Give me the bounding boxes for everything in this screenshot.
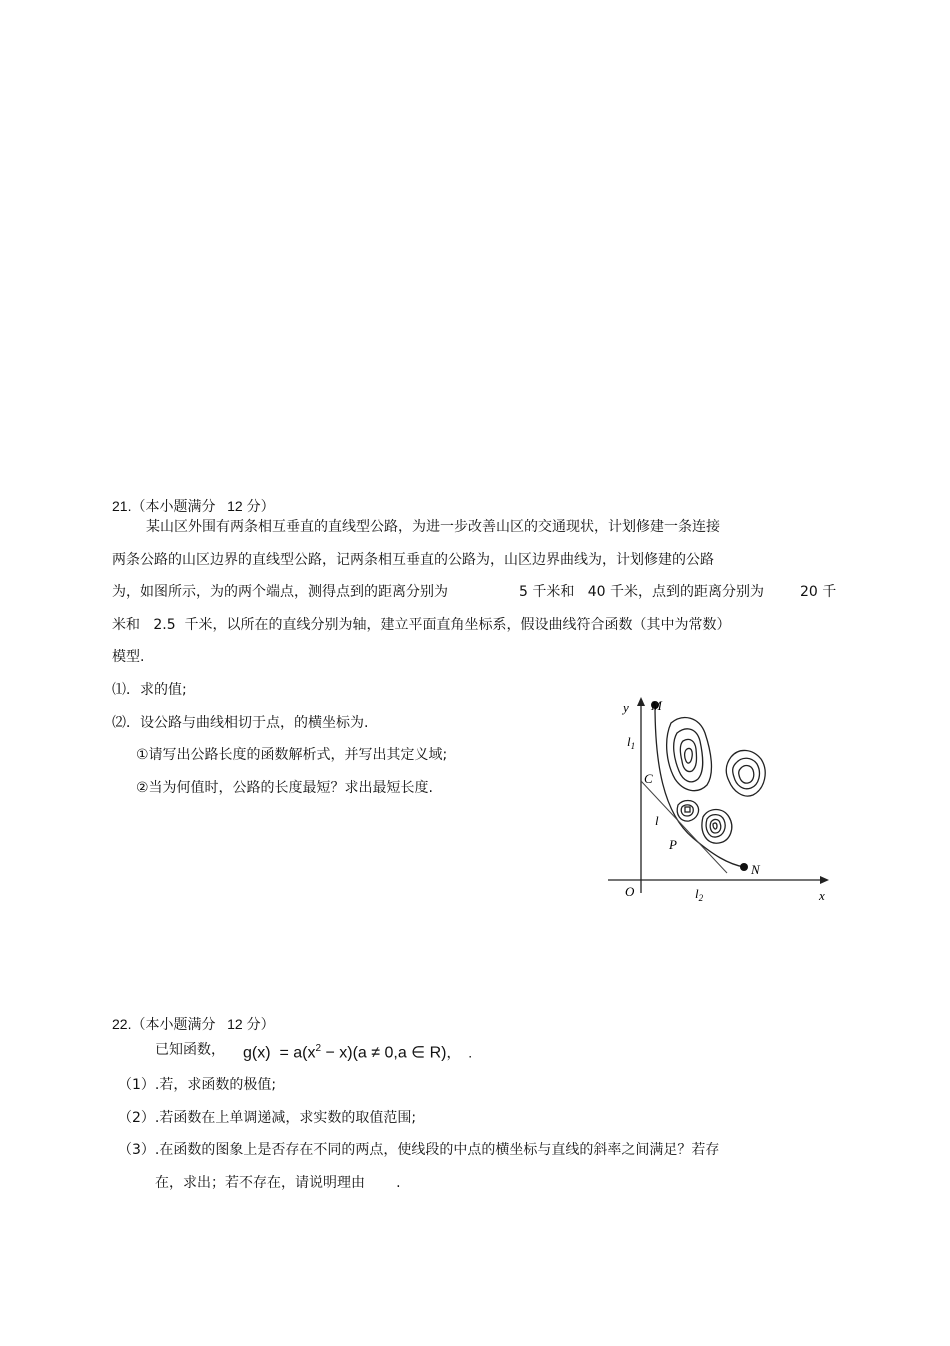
q21-line-1: 某山区外围有两条相互垂直的直线型公路，为进一步改善山区的交通现状，计划修建一条连接 <box>146 519 720 535</box>
q21-line-5: 模型. <box>112 649 145 665</box>
q22-item-3-cont: 在，求出；若不存在，请说明理由 . <box>155 1175 401 1191</box>
label-p: P <box>669 837 677 852</box>
q21-header: 21.（本小题满分 12 分） <box>112 498 275 514</box>
label-l2: $l_2$ <box>695 886 704 903</box>
road-map-figure <box>603 693 835 907</box>
point-n <box>740 863 748 871</box>
figure-svg <box>603 693 835 907</box>
label-n: N <box>751 862 760 877</box>
q21-part-1: ⑴．求的值; <box>112 682 187 698</box>
label-l1: $l_1$ <box>627 734 636 751</box>
formula-exponent: 2 <box>315 1043 322 1054</box>
formula-main: g(x) = a(x <box>243 1044 316 1062</box>
q21-sub-2: ②当为何值时，公路的长度最短？求出最短长度. <box>136 780 433 796</box>
formula-rest: − x)(a ≠ 0,a ∈ R) <box>321 1044 447 1062</box>
q21-line-3b: 5 千米和 40 千米，点到的距离分别为 <box>519 584 764 600</box>
q22-item-2: （2）.若函数在上单调递减，求实数的取值范围; <box>118 1110 417 1126</box>
q22-item-3: （3）.在函数的图象上是否存在不同的两点，使线段的中点的横坐标与直线的斜率之间满足？若存 <box>118 1142 720 1158</box>
q21-sub-1: ①请写出公路长度的函数解析式，并写出其定义域; <box>136 747 448 763</box>
q22-intro: 已知函数， <box>155 1042 225 1058</box>
q22-formula <box>243 1040 472 1062</box>
label-c: C <box>644 771 653 786</box>
label-o: O <box>625 884 635 899</box>
q21-line-2: 两条公路的山区边界的直线型公路，记两条相互垂直的公路为，山区边界曲线为，计划修建的公路 <box>112 552 714 568</box>
q21-line-3c: 20 千 <box>800 584 837 600</box>
q22-item-1: （1）.若，求函数的极值; <box>118 1077 277 1093</box>
label-x: x <box>819 888 825 903</box>
q22-header: 22.（本小题满分 12 分） <box>112 1016 275 1032</box>
label-m: M <box>651 698 662 713</box>
formula-tail: ， . <box>446 1044 473 1061</box>
q21-line-4: 米和 2.5 千米，以所在的直线分别为轴，建立平面直角坐标系，假设曲线符合函数（其中为常数） <box>112 617 731 633</box>
label-y: y <box>623 700 629 715</box>
label-l: l <box>655 813 659 828</box>
q21-line-3a: 为，如图所示，为的两个端点，测得点到的距离分别为 <box>112 584 448 600</box>
q21-part-2: ⑵．设公路与曲线相切于点，的横坐标为. <box>112 715 369 731</box>
